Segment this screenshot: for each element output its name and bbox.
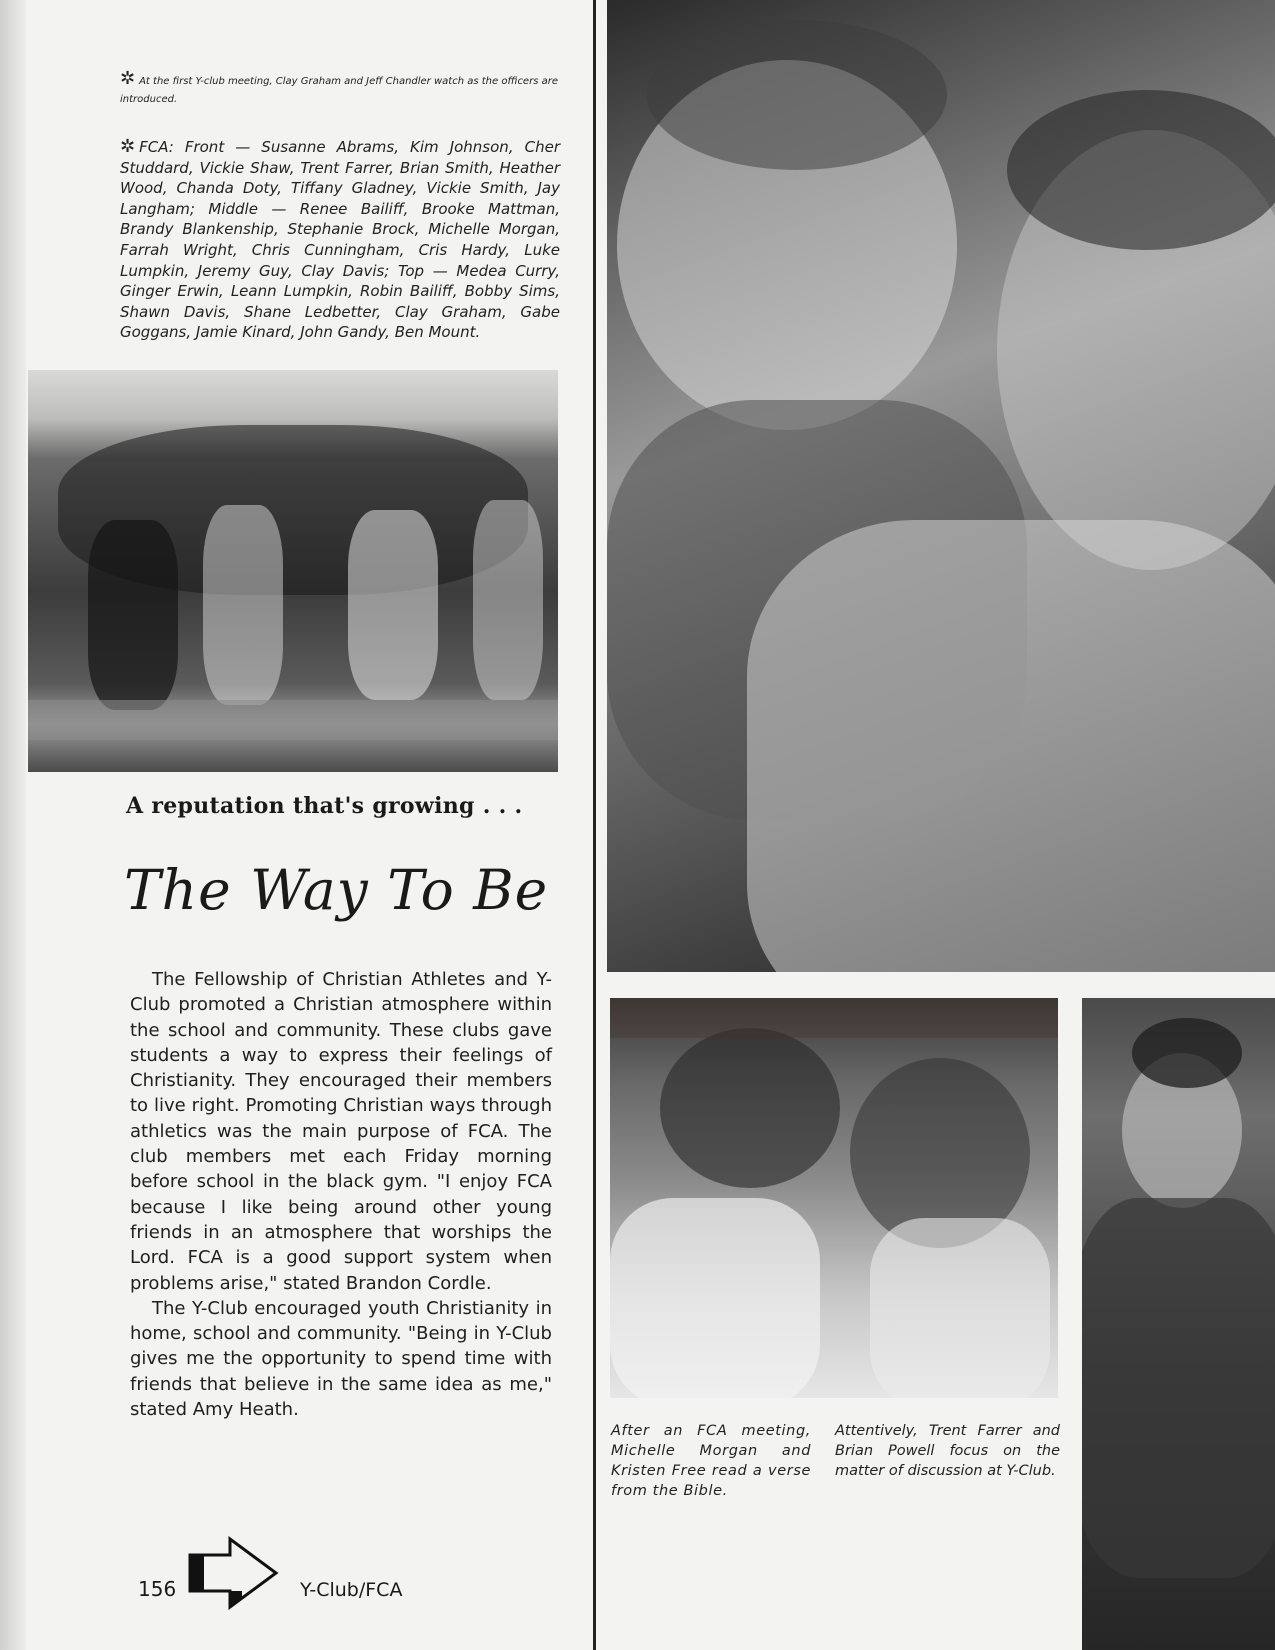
caption-bible-reading: After an FCA meeting, Michelle Morgan and Kristen Free read a verse from the Bible. (611, 1423, 811, 1499)
portrait-photo (1082, 998, 1275, 1650)
kicker-subheading: A reputation that's growing . . . (126, 793, 523, 819)
body-paragraph: The Y-Club encouraged youth Christianity in home, school and community. "Being in Y-Club gives me the opportunity to spend time with friends that believe in the same idea as me," stated Amy Heath. (130, 1297, 552, 1421)
fca-group-photo (28, 370, 558, 772)
asterisk-icon: ✲ (120, 136, 136, 157)
arrow-right-icon (184, 1535, 280, 1611)
page-title: The Way To Be (124, 858, 549, 922)
bible-reading-photo (610, 998, 1058, 1398)
column-divider (593, 0, 596, 1650)
caption-attentive: Attentively, Trent Farrer and Brian Powell focus on the matter of discussion at Y-Club. (835, 1423, 1060, 1479)
article-body (130, 967, 552, 1422)
caption-fca-roster: ✲ FCA: Front — Susanne Abrams, Kim Johnson, Cher Studdard, Vickie Shaw, Trent Farrer, Brian Smith, Heather Wood, Chanda Doty, Tiffany Gladney, Vickie Smith, Jay Langham; Middle — Renee Bailiff, Brooke Mattman, Brandy Blankenship, Stephanie Brock, Michelle Morgan, Farrah Wright, Chris Cunningham, Cris Hardy, Luke Lumpkin, Jeremy Guy, Clay Davis; Top — Medea Curry, Ginger Erwin, Leann Lumpkin, Robin Bailiff, Bobby Sims, Shawn Davis, Shane Ledbetter, Clay Graham, Gabe Goggans, Jamie Kinard, John Gandy, Ben Mount. (120, 136, 560, 342)
caption-first-meeting: ✲ At the first Y-club meeting, Clay Graham and Jeff Chandler watch as the officers are introduced. (120, 68, 558, 105)
page-number: 156 (138, 1577, 177, 1601)
y-club-meeting-photo (607, 0, 1275, 972)
body-paragraph: The Fellowship of Christian Athletes and Y-Club promoted a Christian atmosphere within the school and community. These clubs gave students a way to express their feelings of Christianity. They encouraged their members to live right. Promoting Christian ways through athletics was the main purpose of FCA. The club members met each Friday morning before school in the black gym. "I enjoy FCA because I like being around other young friends in an atmosphere that worships the Lord. FCA is a good support system when problems arise," stated Brandon Cordle. (130, 969, 552, 1294)
asterisk-icon: ✲ (120, 68, 136, 89)
page-binding-edge (0, 0, 26, 1650)
section-label: Y-Club/FCA (300, 1579, 403, 1601)
